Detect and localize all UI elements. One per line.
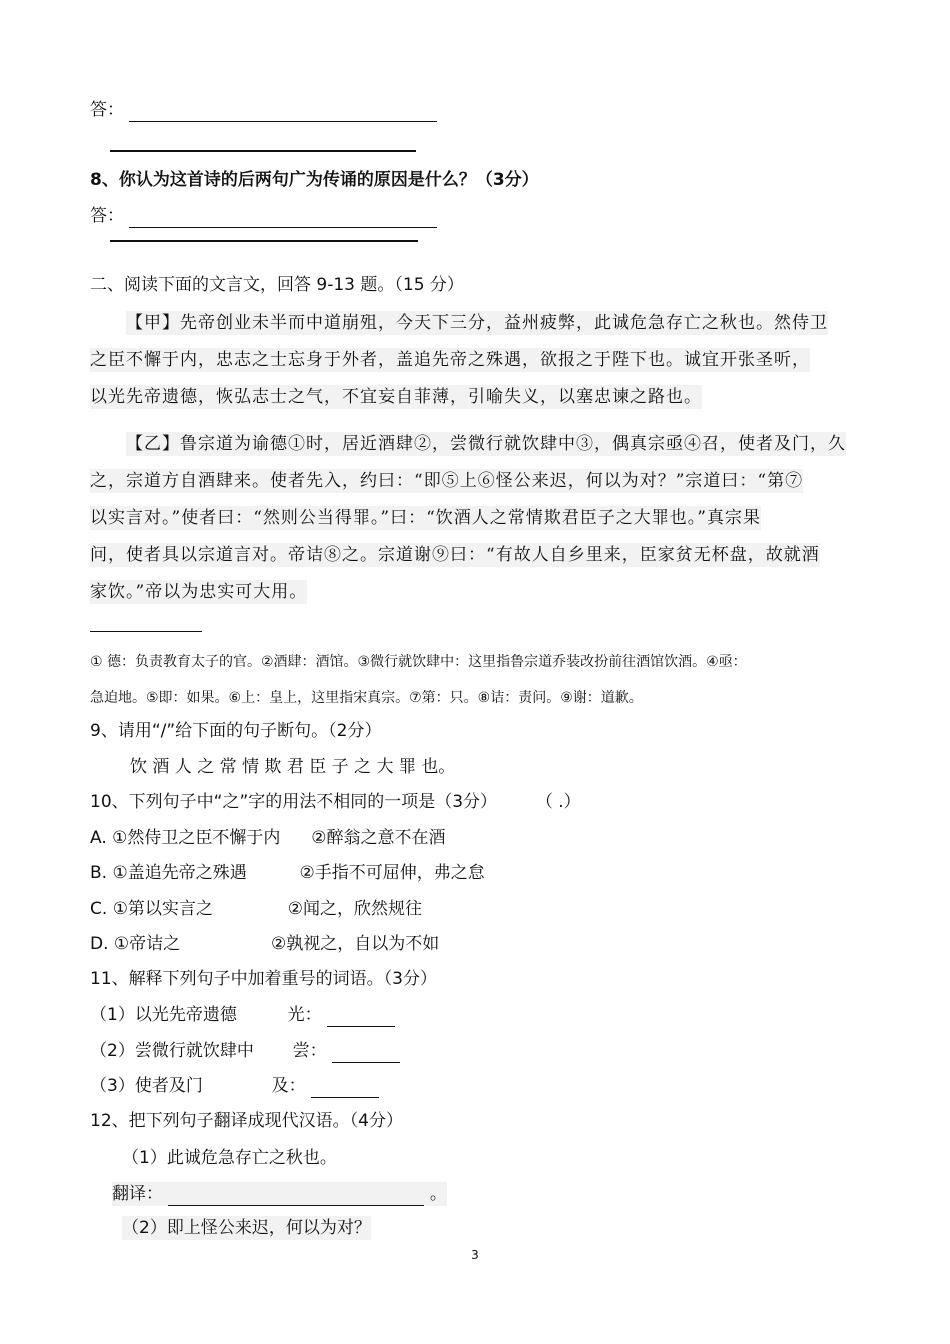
q7-answer-row [90,98,437,122]
q12-title: 12、把下列句子翻译成现代汉语。（4分） [90,1111,403,1131]
passage-yi-line-1: 【乙】鲁宗道为谕德①时，居近酒肆②，尝微行就饮肆中③，偶真宗亟④召，使者及门，久 [126,434,846,454]
q7-answer-label: 答： [90,100,124,120]
q10-option-c-letter: C. [90,899,108,919]
q11-item-3-blank[interactable] [311,1079,379,1098]
q12-item-1: （1）此诚危急存亡之秋也。 [122,1148,337,1168]
q11-item-1-word: 光： [287,1005,322,1025]
q10-title-row [90,790,581,814]
q11-item-3-word: 及： [271,1076,306,1096]
passage-yi-line-3: 以实言对。”使者曰：“然则公当得罪。”曰：“饮酒人之常情欺君臣子之大罪也。”真宗果 [90,508,761,528]
q11-item-1 [90,1003,395,1027]
q10-option-d-letter: D. [90,934,109,954]
footnote-line-1: ① 德：负责教育太子的官。②酒肆：酒馆。③微行就饮肆中：这里指鲁宗道乔装改扮前往酒馆饮酒。④亟： [90,654,747,670]
q8-title: 8、你认为这首诗的后两句广为传诵的原因是什么？（3分） [90,170,539,190]
q10-option-c-second: ②闻之，欣然规往 [287,899,422,919]
page-number: 3 [471,1248,479,1262]
q11-item-2-word: 尝： [292,1041,327,1061]
q8-answer-label: 答： [90,206,124,226]
q10-option-a-second: ②醉翁之意不在酒 [311,828,446,848]
q11-item-3 [90,1074,379,1098]
footnote-separator [90,631,202,632]
q10-title: 10、下列句子中“之”字的用法不相同的一项是（3分） [90,792,498,812]
passage-jia-line-2: 之臣不懈于内，忠志之士忘身于外者，盖追先帝之殊遇，欲报之于陛下也。诚宜开张圣听， [90,350,810,370]
q12-translate-period: 。 [429,1184,447,1204]
q11-item-3-sentence: （3）使者及门 [90,1076,203,1096]
q11-title: 11、解释下列句子中加着重号的词语。（3分） [90,969,437,989]
q10-option-b-letter: B. [90,863,108,883]
q10-option-d[interactable] [90,932,439,956]
passage-jia-line-1: 【甲】先帝创业未半而中道崩殂，今天下三分，益州疲弊，此诚危急存亡之秋也。然侍卫 [126,313,828,333]
section2-heading: 二、阅读下面的文言文，回答 9-13 题。（15 分） [90,275,464,295]
q12-translate-blank[interactable] [168,1187,424,1206]
passage-yi-line-2: 之，宗道方自酒肆来。使者先入，约曰：“即⑤上⑥怪公来迟，何以为对？”宗道曰：“第⑦ [90,471,804,491]
q10-option-b-first: ①盖追先帝之殊遇 [112,863,247,883]
passage-yi-line-5: 家饮。”帝以为忠实可大用。 [90,582,308,602]
q10-option-c-first: ①第以实言之 [112,899,213,919]
q8-answer-blank-2[interactable] [110,240,418,242]
q12-item-2: （2）即上怪公来迟，何以为对？ [122,1218,371,1238]
q11-item-2-sentence: （2）尝微行就饮肆中 [90,1041,254,1061]
q8-answer-row [90,204,437,228]
q9-sentence: 饮 酒 人 之 常 情 欺 君 臣 子 之 大 罪 也。 [130,757,456,777]
q10-option-b[interactable] [90,861,485,885]
q12-translate-label: 翻译： [112,1184,163,1204]
q10-option-d-first: ①帝诘之 [113,934,181,954]
q11-item-1-sentence: （1）以光先帝遗德 [90,1005,237,1025]
q8-answer-blank-1[interactable] [129,209,437,228]
q10-option-c[interactable] [90,897,422,921]
q10-answer-paren[interactable]: （ .） [535,792,581,812]
q10-option-a-first: ①然侍卫之臣不懈于内 [112,828,281,848]
footnote-line-2: 急迫地。⑤即：如果。⑥上：皇上，这里指宋真宗。⑦第：只。⑧诘：责问。⑨谢：道歉。 [90,690,643,706]
q7-answer-blank-1[interactable] [129,103,437,122]
q7-answer-blank-2[interactable] [110,150,416,152]
q12-translate-row [112,1182,447,1206]
q10-option-b-second: ②手指不可屈伸，弗之怠 [299,863,485,883]
q11-item-2 [90,1039,400,1063]
q10-option-a-letter: A. [90,828,107,848]
q10-option-a[interactable] [90,826,445,850]
q9-title: 9、请用“/”给下面的句子断句。（2分） [90,721,382,741]
q11-item-1-blank[interactable] [327,1008,395,1027]
q11-item-2-blank[interactable] [332,1044,400,1063]
q10-option-d-second: ②孰视之，自以为不如 [270,934,440,954]
passage-jia-line-3: 以光先帝遗德，恢弘志士之气，不宜妄自菲薄，引喻失义，以塞忠谏之路也。 [90,387,702,407]
passage-yi-line-4: 问，使者具以宗道言对。帝诘⑧之。宗道谢⑨曰：“有故人自乡里来，臣家贫无杯盘，故就酒 [90,545,820,565]
